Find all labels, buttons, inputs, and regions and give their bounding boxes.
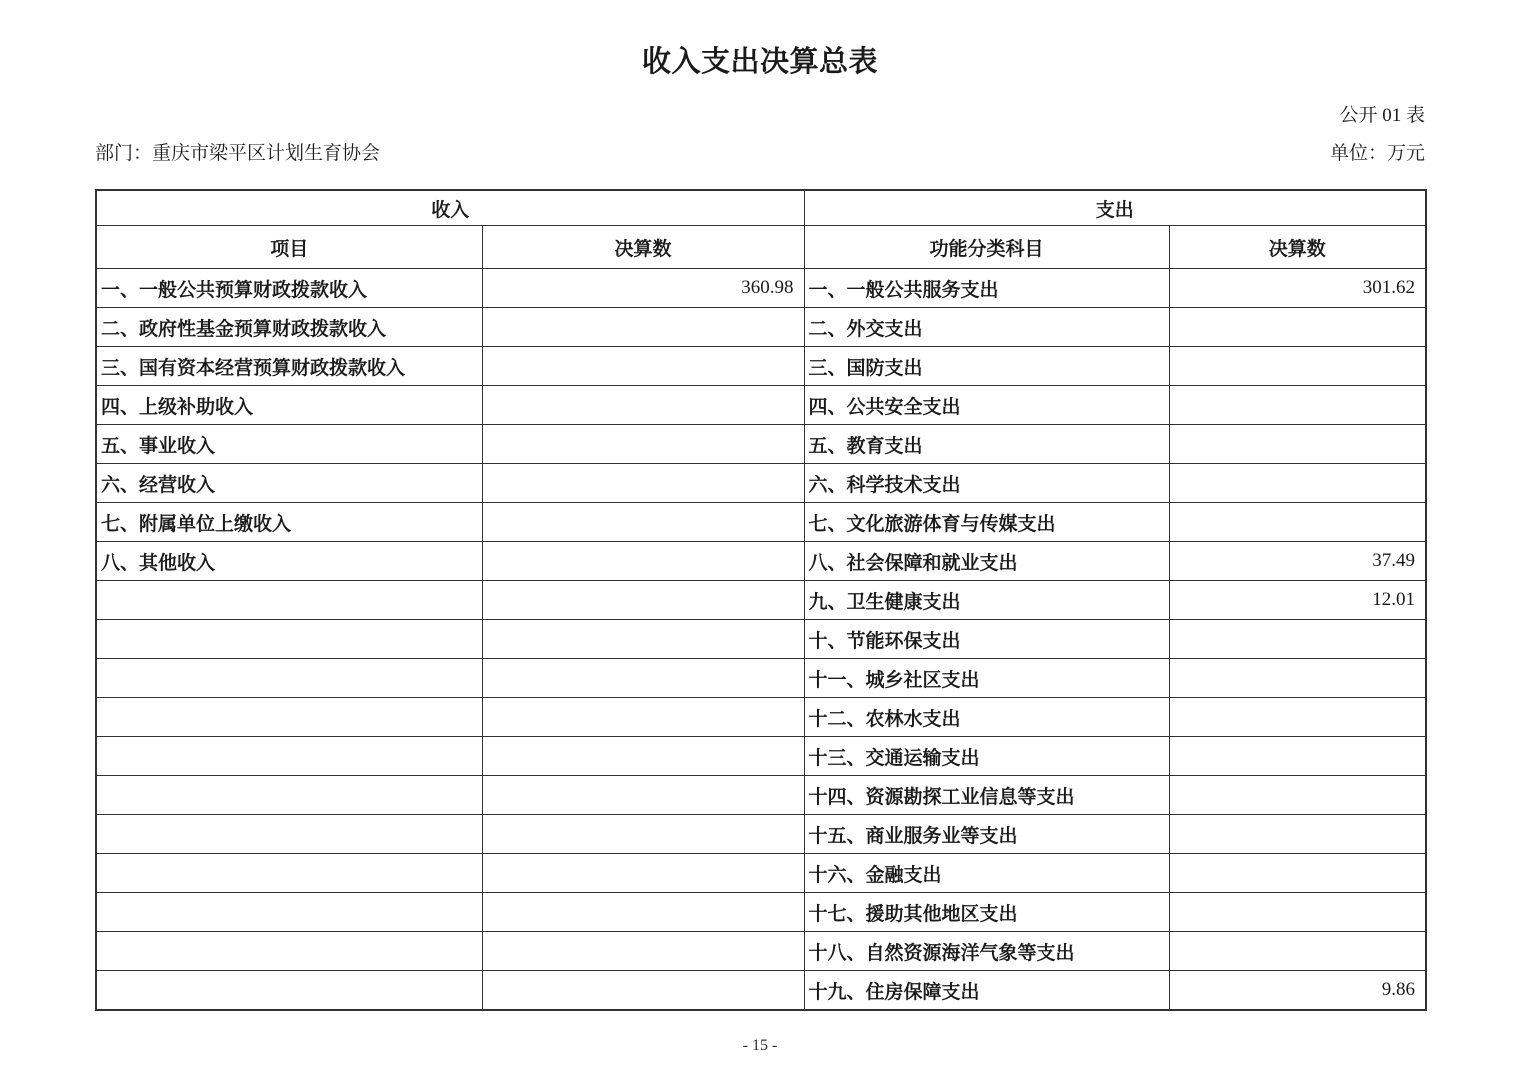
expenditure-item-cell: 十七、援助其他地区支出 — [804, 893, 1169, 932]
revenue-amount-cell — [482, 893, 804, 932]
expenditure-item-cell: 十二、农林水支出 — [804, 698, 1169, 737]
revenue-amount-cell — [482, 659, 804, 698]
expenditure-item-cell: 八、社会保障和就业支出 — [804, 542, 1169, 581]
revenue-item-cell: 四、上级补助收入 — [96, 386, 482, 425]
revenue-item-column-header: 项目 — [96, 226, 482, 269]
column-header-row — [96, 226, 1426, 269]
table-row — [96, 581, 1426, 620]
table-row — [96, 893, 1426, 932]
expenditure-item-cell: 十六、金融支出 — [804, 854, 1169, 893]
table-row — [96, 815, 1426, 854]
revenue-item-cell — [96, 620, 482, 659]
revenue-amount-cell — [482, 776, 804, 815]
revenue-amount-cell — [482, 854, 804, 893]
expenditure-item-cell: 九、卫生健康支出 — [804, 581, 1169, 620]
expenditure-amount-cell — [1169, 737, 1426, 776]
revenue-item-cell: 二、政府性基金预算财政拨款收入 — [96, 308, 482, 347]
revenue-item-cell — [96, 581, 482, 620]
expenditure-item-cell: 七、文化旅游体育与传媒支出 — [804, 503, 1169, 542]
table-row — [96, 854, 1426, 893]
revenue-amount-cell — [482, 971, 804, 1011]
table-row — [96, 386, 1426, 425]
expenditure-section-header: 支出 — [804, 190, 1426, 226]
revenue-item-cell — [96, 659, 482, 698]
revenue-expenditure-table — [95, 189, 1427, 1011]
revenue-amount-cell — [482, 737, 804, 776]
expenditure-amount-cell — [1169, 659, 1426, 698]
expenditure-amount-cell — [1169, 893, 1426, 932]
unit-label: 单位：万元 — [1329, 143, 1425, 165]
revenue-item-cell — [96, 815, 482, 854]
revenue-item-cell: 八、其他收入 — [96, 542, 482, 581]
expenditure-item-cell: 十五、商业服务业等支出 — [804, 815, 1169, 854]
table-row — [96, 425, 1426, 464]
expenditure-item-cell: 十九、住房保障支出 — [804, 971, 1169, 1011]
expenditure-item-column-header: 功能分类科目 — [804, 226, 1169, 269]
revenue-amount-cell — [482, 464, 804, 503]
revenue-item-cell — [96, 737, 482, 776]
expenditure-item-cell: 四、公共安全支出 — [804, 386, 1169, 425]
page-number: - 15 - — [742, 1037, 778, 1055]
revenue-item-cell: 六、经营收入 — [96, 464, 482, 503]
table-code-line — [95, 105, 1425, 127]
revenue-amount-cell — [482, 932, 804, 971]
table-row — [96, 971, 1426, 1011]
expenditure-amount-cell: 12.01 — [1169, 581, 1426, 620]
page-title: 收入支出决算总表 — [641, 46, 878, 78]
table-row — [96, 269, 1426, 308]
table-row — [96, 698, 1426, 737]
expenditure-item-cell: 三、国防支出 — [804, 347, 1169, 386]
expenditure-amount-cell — [1169, 815, 1426, 854]
revenue-amount-cell — [482, 308, 804, 347]
expenditure-amount-cell — [1169, 776, 1426, 815]
expenditure-amount-cell — [1169, 425, 1426, 464]
table-row — [96, 308, 1426, 347]
table-row — [96, 347, 1426, 386]
expenditure-item-cell: 十四、资源勘探工业信息等支出 — [804, 776, 1169, 815]
revenue-amount-cell — [482, 386, 804, 425]
table-code: 公开 01 表 — [1339, 105, 1425, 127]
table-row — [96, 620, 1426, 659]
expenditure-item-cell: 十八、自然资源海洋气象等支出 — [804, 932, 1169, 971]
page-footer — [95, 1037, 1425, 1055]
department-label: 部门：重庆市梁平区计划生育协会 — [95, 143, 381, 165]
revenue-item-cell: 一、一般公共预算财政拨款收入 — [96, 269, 482, 308]
revenue-item-cell — [96, 698, 482, 737]
expenditure-amount-cell — [1169, 347, 1426, 386]
expenditure-item-cell: 五、教育支出 — [804, 425, 1169, 464]
table-head — [96, 190, 1426, 269]
revenue-item-cell — [96, 854, 482, 893]
expenditure-amount-cell — [1169, 620, 1426, 659]
revenue-amount-cell — [482, 542, 804, 581]
section-header-row — [96, 190, 1426, 226]
revenue-item-cell: 三、国有资本经营预算财政拨款收入 — [96, 347, 482, 386]
expenditure-amount-cell — [1169, 698, 1426, 737]
revenue-item-cell: 七、附属单位上缴收入 — [96, 503, 482, 542]
revenue-amount-cell — [482, 347, 804, 386]
revenue-amount-cell — [482, 503, 804, 542]
revenue-amount-cell — [482, 581, 804, 620]
expenditure-amount-cell — [1169, 503, 1426, 542]
expenditure-amount-cell — [1169, 386, 1426, 425]
table-row — [96, 542, 1426, 581]
expenditure-item-cell: 十三、交通运输支出 — [804, 737, 1169, 776]
expenditure-item-cell: 六、科学技术支出 — [804, 464, 1169, 503]
revenue-amount-cell — [482, 698, 804, 737]
table-body — [96, 269, 1426, 1011]
expenditure-item-cell: 一、一般公共服务支出 — [804, 269, 1169, 308]
expenditure-amount-cell — [1169, 464, 1426, 503]
revenue-amount-cell — [482, 815, 804, 854]
revenue-item-cell — [96, 971, 482, 1011]
expenditure-item-cell: 二、外交支出 — [804, 308, 1169, 347]
expenditure-amount-cell — [1169, 932, 1426, 971]
expenditure-amount-cell: 37.49 — [1169, 542, 1426, 581]
table-row — [96, 932, 1426, 971]
revenue-item-cell — [96, 932, 482, 971]
revenue-item-cell — [96, 776, 482, 815]
expenditure-amount-column-header: 决算数 — [1169, 226, 1426, 269]
expenditure-amount-cell: 9.86 — [1169, 971, 1426, 1011]
expenditure-item-cell: 十一、城乡社区支出 — [804, 659, 1169, 698]
revenue-amount-cell — [482, 620, 804, 659]
meta-line — [95, 143, 1425, 165]
expenditure-amount-cell — [1169, 308, 1426, 347]
expenditure-amount-cell: 301.62 — [1169, 269, 1426, 308]
table-row — [96, 659, 1426, 698]
revenue-section-header: 收入 — [96, 190, 804, 226]
expenditure-item-cell: 十、节能环保支出 — [804, 620, 1169, 659]
revenue-amount-cell — [482, 425, 804, 464]
revenue-item-cell — [96, 893, 482, 932]
revenue-amount-column-header: 决算数 — [482, 226, 804, 269]
expenditure-amount-cell — [1169, 854, 1426, 893]
revenue-amount-cell: 360.98 — [482, 269, 804, 308]
revenue-item-cell: 五、事业收入 — [96, 425, 482, 464]
table-row — [96, 464, 1426, 503]
table-row — [96, 503, 1426, 542]
table-row — [96, 776, 1426, 815]
table-row — [96, 737, 1426, 776]
